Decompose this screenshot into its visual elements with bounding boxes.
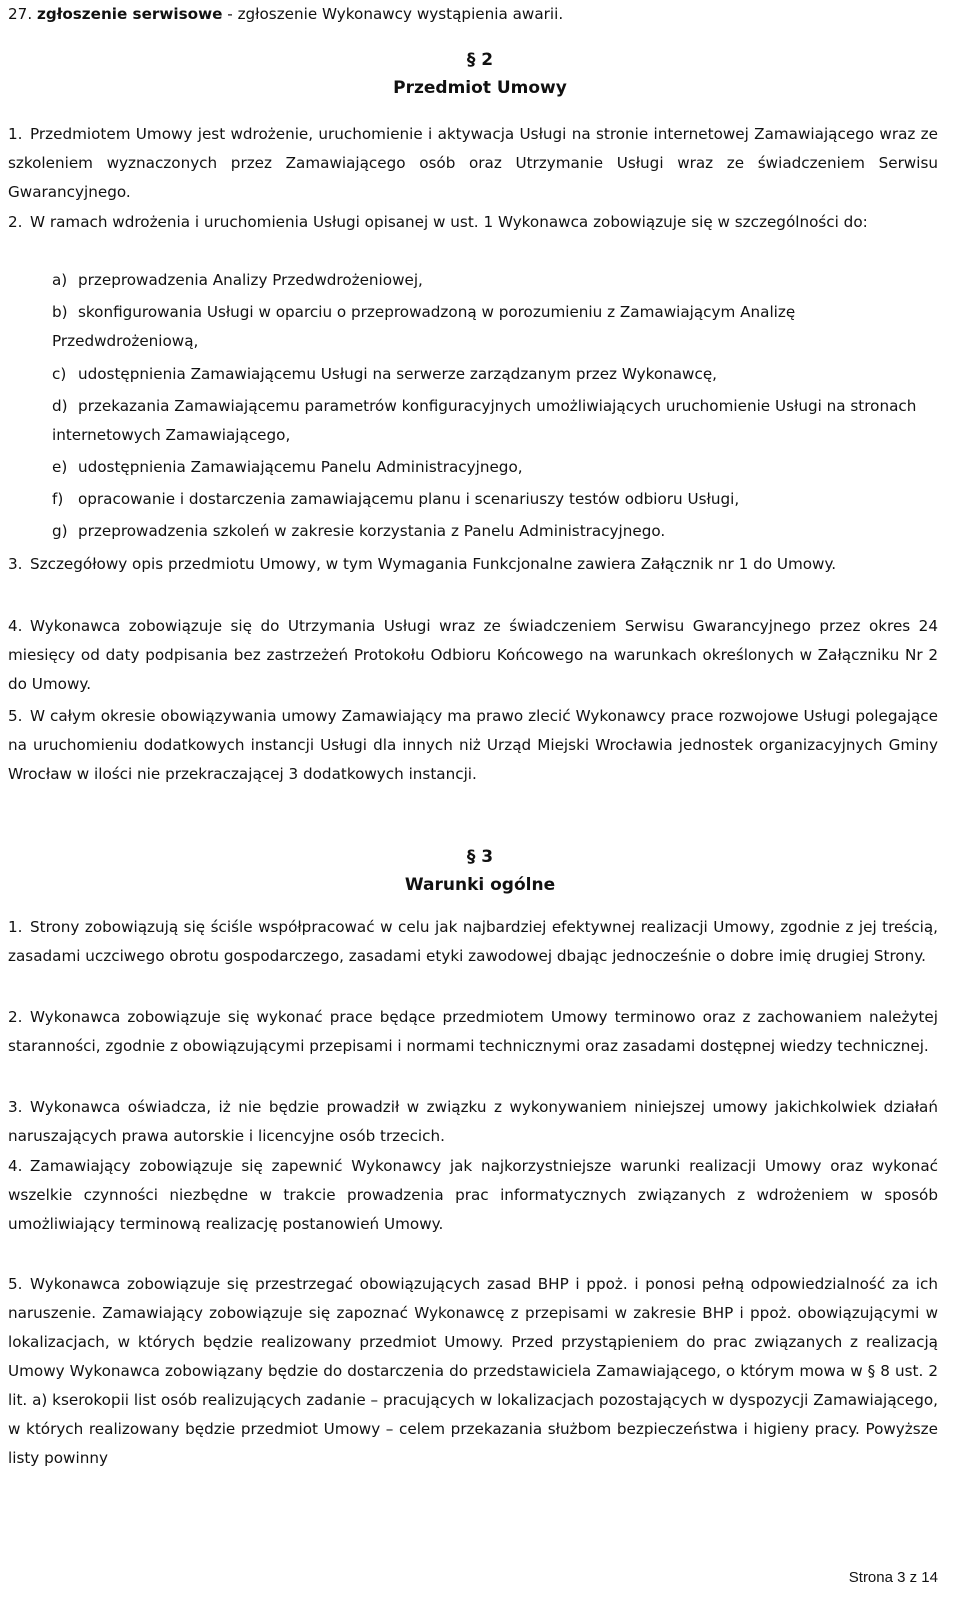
definition-text: - zgłoszenie Wykonawcy wystąpienia awarii.	[222, 5, 564, 23]
subitem-letter: d)	[52, 397, 68, 415]
paragraph-text: Zamawiający zobowiązuje się zapewnić Wykonawcy jak najkorzystniejsze warunki realizacji Umowy oraz wykonać wszelkie czynności niezbędne w trakcie prowadzenia prac informatycznych związanych z wdrożeniem w sposób umożliwiający terminową realizację postanowień Umowy.	[8, 1157, 938, 1233]
subitem-letter: f)	[52, 490, 64, 508]
paragraph-3-3	[8, 1093, 938, 1151]
paragraph-number: 4.	[8, 617, 23, 635]
item-number: 27.	[8, 5, 33, 23]
paragraph-text: Wykonawca oświadcza, iż nie będzie prowadził w związku z wykonywaniem niniejszej umowy jakichkolwiek działań naruszających prawa autorskie i licencyjne osób trzecich.	[8, 1098, 938, 1145]
subitem-letter: e)	[52, 458, 68, 476]
subitem-text: udostępnienia Zamawiającemu Panelu Administracyjnego,	[78, 458, 523, 476]
paragraph-2-4	[8, 612, 938, 699]
paragraph-text: Przedmiotem Umowy jest wdrożenie, uruchomienie i aktywacja Usługi na stronie internetowej Zamawiającego wraz ze szkoleniem wyznaczonych przez Zamawiającego osób oraz Utrzymanie Usługi wraz ze świadczeniem Serwisu Gwarancyjnego.	[8, 125, 938, 201]
subitem-text: przeprowadzenia Analizy Przedwdrożeniowej,	[78, 271, 423, 289]
subitem-b	[52, 298, 940, 356]
paragraph-text: W całym okresie obowiązywania umowy Zamawiający ma prawo zlecić Wykonawcy prace rozwojowe Usługi polegające na uruchomieniu dodatkowych instancji Usługi dla innych niż Urząd Miejski Wrocławia jednostek organizacyjnych Gminy Wrocław w ilości nie przekraczającej 3 dodatkowych instancji.	[8, 707, 938, 783]
paragraph-3-1	[8, 913, 938, 971]
paragraph-text: Wykonawca zobowiązuje się przestrzegać obowiązujących zasad BHP i ppoż. i ponosi pełną odpowiedzialność za ich naruszenie. Zamawiający zobowiązuje się zapoznać Wykonawcę z przepisami w zakresie BHP i ppoż. obowiązującymi w lokalizacjach, w których będzie realizowany przedmiot Umowy. Przed przystąpieniem do prac związanych z realizacją Umowy Wykonawca zobowiązany będzie do dostarczenia do przedstawiciela Zamawiającego, o którym mowa w § 8 ust. 2 lit. a) kserokopii list osób realizujących zadanie – pracujących w lokalizacjach pozostających w dyspozycji Zamawiającego, w których realizowany będzie przedmiot Umowy – celem przekazania służbom bezpieczeństwa i higieny pracy. Powyższe listy powinny	[8, 1275, 938, 1467]
paragraph-number: 1.	[8, 918, 23, 936]
subitem-f	[52, 485, 940, 514]
subitem-letter: g)	[52, 522, 68, 540]
paragraph-2-3	[8, 550, 938, 579]
paragraph-text: W ramach wdrożenia i uruchomienia Usługi opisanej w ust. 1 Wykonawca zobowiązuje się w szczególności do:	[30, 213, 868, 231]
subitem-g	[52, 517, 940, 546]
paragraph-3-5	[8, 1270, 938, 1473]
subitem-e	[52, 453, 940, 482]
paragraph-text: Wykonawca zobowiązuje się wykonać prace będące przedmiotem Umowy terminowo oraz z zachowaniem należytej staranności, zgodnie z obowiązującymi przepisami i normami technicznymi oraz zasadami dostępnej wiedzy technicznej.	[8, 1008, 938, 1055]
paragraph-number: 3.	[8, 555, 23, 573]
paragraph-2-2	[8, 208, 938, 237]
paragraph-2-5	[8, 702, 938, 789]
defined-term: zgłoszenie serwisowe	[36, 5, 223, 23]
definition-item-27	[8, 0, 938, 29]
subitem-c	[52, 360, 940, 389]
section-3-heading	[0, 843, 960, 899]
subitem-text: przekazania Zamawiającemu parametrów konfiguracyjnych umożliwiających uruchomienie Usługi na stronach internetowych Zamawiającego,	[52, 397, 917, 444]
paragraph-3-2	[8, 1003, 938, 1061]
page-number-footer: Strona 3 z 14	[848, 1569, 938, 1586]
section-symbol: § 3	[466, 847, 494, 867]
section-title: Warunki ogólne	[404, 875, 556, 895]
paragraph-text: Wykonawca zobowiązuje się do Utrzymania Usługi wraz ze świadczeniem Serwisu Gwarancyjnego przez okres 24 miesięcy od daty podpisania bez zastrzeżeń Protokołu Odbioru Końcowego na warunkach określonych w Załączniku Nr 2 do Umowy.	[8, 617, 938, 693]
section-title: Przedmiot Umowy	[393, 78, 567, 98]
subitem-text: opracowanie i dostarczenia zamawiającemu planu i scenariuszy testów odbioru Usługi,	[78, 490, 740, 508]
section-2-heading	[0, 46, 960, 102]
paragraph-text: Strony zobowiązują się ściśle współpracować w celu jak najbardziej efektywnej realizacji Umowy, zgodnie z jej treścią, zasadami uczciwego obrotu gospodarczego, zasadami etyki zawodowej dbając jednocześnie o dobre imię drugiej Strony.	[8, 918, 938, 965]
paragraph-number: 2.	[8, 1008, 23, 1026]
subitem-text: skonfigurowania Usługi w oparciu o przeprowadzoną w porozumieniu z Zamawiającym Analizę Przedwdrożeniową,	[52, 303, 796, 350]
paragraph-number: 4.	[8, 1157, 23, 1175]
subitem-a	[52, 266, 940, 295]
subitem-letter: b)	[52, 303, 68, 321]
paragraph-3-4	[8, 1152, 938, 1239]
subitem-d	[52, 392, 940, 450]
subitem-letter: c)	[52, 365, 67, 383]
paragraph-text: Szczegółowy opis przedmiotu Umowy, w tym Wymagania Funkcjonalne zawiera Załącznik nr 1 do Umowy.	[30, 555, 837, 573]
paragraph-number: 1.	[8, 125, 23, 143]
paragraph-2-1	[8, 120, 938, 207]
subitem-text: udostępnienia Zamawiającemu Usługi na serwerze zarządzanym przez Wykonawcę,	[78, 365, 717, 383]
section-symbol: § 2	[466, 50, 494, 70]
paragraph-number: 3.	[8, 1098, 23, 1116]
subitem-letter: a)	[52, 271, 68, 289]
subitem-text: przeprowadzenia szkoleń w zakresie korzystania z Panelu Administracyjnego.	[78, 522, 666, 540]
paragraph-number: 5.	[8, 1275, 23, 1293]
paragraph-number: 2.	[8, 213, 23, 231]
paragraph-number: 5.	[8, 707, 23, 725]
